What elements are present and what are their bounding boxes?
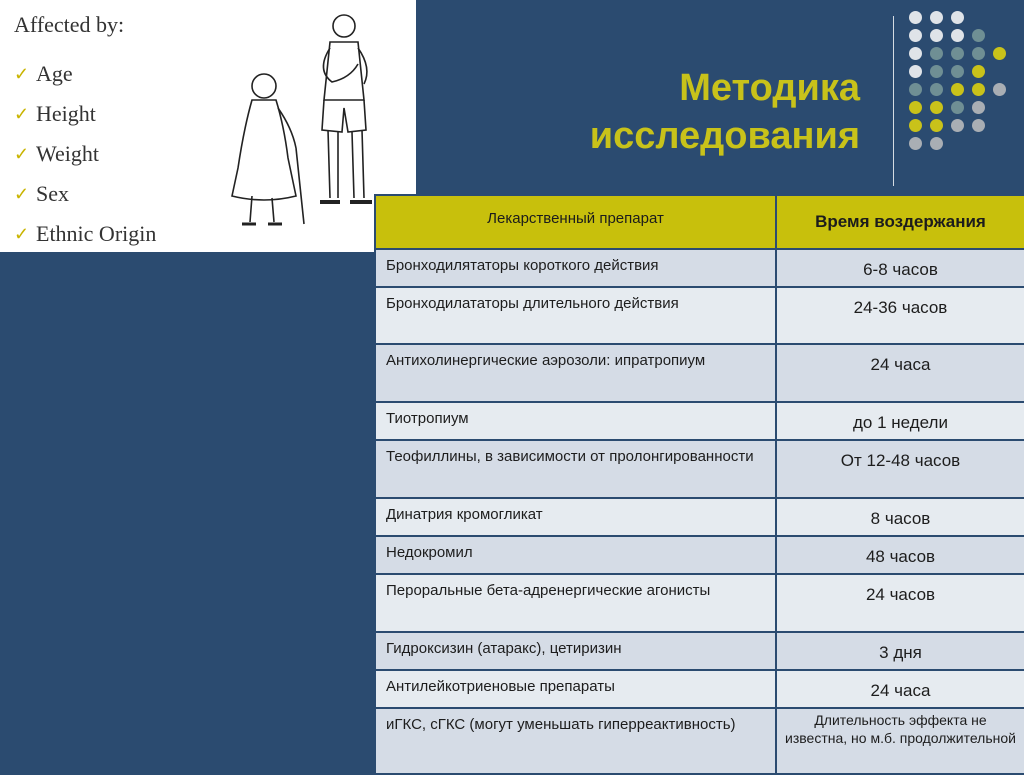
drug-cell: Пероральные бета-адренергические агонисты — [375, 574, 776, 632]
decorative-dot — [909, 11, 922, 24]
time-cell: 24 часа — [776, 344, 1024, 402]
decorative-dot — [972, 65, 985, 78]
time-cell: От 12-48 часов — [776, 440, 1024, 498]
affected-by-item: ✓ Sex — [14, 174, 156, 214]
drug-cell: Недокромил — [375, 536, 776, 574]
decorative-dot — [951, 83, 964, 96]
walking-cane — [296, 148, 304, 224]
checkmark-icon: ✓ — [14, 224, 30, 244]
drug-cell: Бронходилятаторы короткого действия — [375, 249, 776, 287]
affected-by-item: ✓ Age — [14, 54, 156, 94]
decorative-dot — [930, 11, 943, 24]
decorative-dot — [930, 83, 943, 96]
decorative-dot — [909, 29, 922, 42]
affected-by-title: Affected by: — [14, 12, 125, 37]
time-cell: до 1 недели — [776, 402, 1024, 440]
affected-by-list — [14, 54, 156, 254]
time-cell: 8 часов — [776, 498, 1024, 536]
drug-cell: Динатрия кромогликат — [375, 498, 776, 536]
table-row — [375, 287, 1024, 344]
time-cell: 48 часов — [776, 536, 1024, 574]
drug-cell: Тиотропиум — [375, 402, 776, 440]
young-man-legs — [328, 130, 364, 198]
decorative-dot — [951, 29, 964, 42]
table-header-row — [375, 195, 1024, 249]
drug-cell: Теофиллины, в зависимости от пролонгированности — [375, 440, 776, 498]
decorative-dot — [930, 101, 943, 114]
decorative-dot — [930, 119, 943, 132]
affected-by-item: ✓ Height — [14, 94, 156, 134]
decorative-dot — [909, 119, 922, 132]
time-cell: Длительность эффекта не известна, но м.б. продолжительной — [776, 708, 1024, 774]
decorative-dot — [930, 47, 943, 60]
decorative-dot-grid — [909, 11, 1019, 171]
table-row — [375, 440, 1024, 498]
table-row — [375, 574, 1024, 632]
young-man-torso — [324, 42, 364, 100]
time-cell: 24 часов — [776, 574, 1024, 632]
table-row — [375, 536, 1024, 574]
title-divider — [893, 16, 894, 186]
decorative-dot — [951, 47, 964, 60]
drug-cell: Гидроксизин (атаракс), цетиризин — [375, 632, 776, 670]
decorative-dot — [972, 119, 985, 132]
old-woman-head — [252, 74, 276, 98]
decorative-dot — [972, 47, 985, 60]
decorative-dot — [909, 65, 922, 78]
drug-cell: Антилейкотриеновые препараты — [375, 670, 776, 708]
time-cell: 6-8 часов — [776, 249, 1024, 287]
young-man-shorts — [322, 100, 366, 132]
affected-by-item: ✓ Weight — [14, 134, 156, 174]
checkmark-icon: ✓ — [14, 144, 30, 164]
drug-cell: Антихолинергические аэрозоли: ипратропиум — [375, 344, 776, 402]
checkmark-icon: ✓ — [14, 184, 30, 204]
decorative-dot — [951, 65, 964, 78]
checkmark-icon: ✓ — [14, 104, 30, 124]
table-row — [375, 498, 1024, 536]
young-man-head — [333, 15, 355, 37]
slide-title: Методика исследования — [589, 67, 860, 157]
decorative-dot — [993, 47, 1006, 60]
decorative-dot — [972, 29, 985, 42]
drug-cell: Бронходилататоры длительного действия — [375, 287, 776, 344]
time-cell: 24-36 часов — [776, 287, 1024, 344]
decorative-dot — [930, 137, 943, 150]
table-row — [375, 670, 1024, 708]
table-row — [375, 632, 1024, 670]
checkmark-icon: ✓ — [14, 64, 30, 84]
decorative-dot — [951, 119, 964, 132]
decorative-dot — [909, 101, 922, 114]
time-cell: 24 часа — [776, 670, 1024, 708]
old-woman-body — [232, 100, 296, 200]
decorative-dot — [909, 83, 922, 96]
header-withdrawal-time: Время воздержания — [776, 195, 1024, 249]
drug-cell: иГКС, сГКС (могут уменьшать гиперреактивность) — [375, 708, 776, 774]
decorative-dot — [972, 101, 985, 114]
decorative-dot — [909, 47, 922, 60]
table-row — [375, 249, 1024, 287]
decorative-dot — [993, 83, 1006, 96]
table-row — [375, 402, 1024, 440]
decorative-dot — [930, 29, 943, 42]
header-drug: Лекарственный препарат — [375, 195, 776, 249]
affected-by-item: ✓ Ethnic Origin — [14, 214, 156, 254]
decorative-dot — [951, 11, 964, 24]
table-row — [375, 344, 1024, 402]
time-cell: 3 дня — [776, 632, 1024, 670]
affected-by-illustration — [0, 0, 416, 252]
decorative-dot — [909, 137, 922, 150]
decorative-dot — [951, 101, 964, 114]
withdrawal-table — [374, 194, 1024, 775]
table-row — [375, 708, 1024, 774]
decorative-dot — [930, 65, 943, 78]
decorative-dot — [972, 83, 985, 96]
